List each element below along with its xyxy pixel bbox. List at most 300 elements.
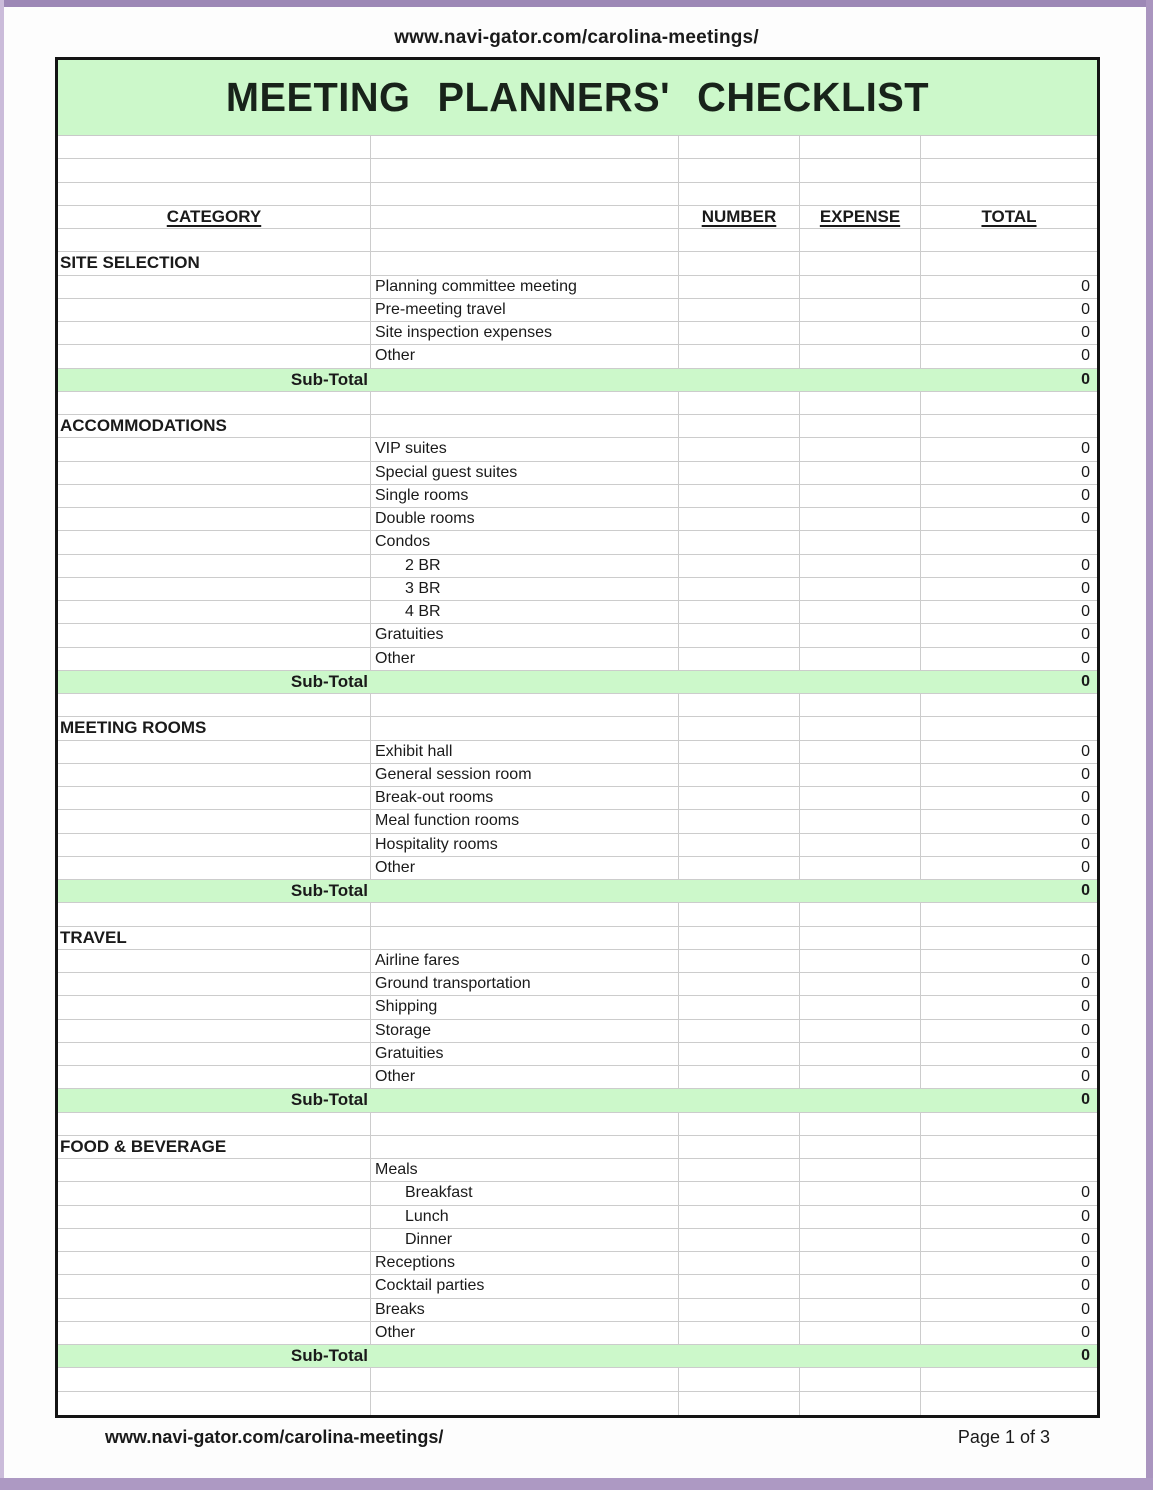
total-cell — [921, 694, 1097, 716]
item-total — [921, 1275, 1097, 1297]
item-total-text: 0 — [1081, 324, 1090, 342]
total-cell — [921, 136, 1097, 158]
number-cell — [679, 741, 800, 763]
item-row — [58, 1299, 1097, 1322]
category-cell — [58, 1020, 371, 1042]
category-cell — [58, 508, 371, 530]
total-cell — [921, 717, 1097, 739]
column-header-total-text: TOTAL — [981, 206, 1037, 226]
item-row — [58, 973, 1097, 996]
item-label-text: Shipping — [375, 998, 438, 1016]
category-cell — [58, 229, 371, 251]
number-cell — [679, 671, 800, 693]
section-name — [58, 1136, 371, 1158]
item-cell — [371, 415, 679, 437]
item-total-text: 0 — [1081, 300, 1090, 318]
page-title: MEETING PLANNERS' CHECKLIST — [225, 74, 930, 120]
item-total-text: 0 — [1081, 277, 1090, 295]
total-cell — [921, 1113, 1097, 1135]
item-row — [58, 1322, 1097, 1345]
item-total — [921, 810, 1097, 832]
category-cell — [58, 438, 371, 460]
column-header-row — [58, 206, 1097, 229]
item-label — [371, 973, 679, 995]
item-total — [921, 973, 1097, 995]
item-label — [371, 1229, 679, 1251]
subtotal-value-text: 0 — [1081, 1091, 1090, 1109]
item-total-text: 0 — [1081, 835, 1090, 853]
item-label — [371, 834, 679, 856]
item-label — [371, 1182, 679, 1204]
expense-cell — [800, 1182, 921, 1204]
item-total — [921, 787, 1097, 809]
item-label-text: Gratuities — [375, 1044, 444, 1062]
item-label — [371, 787, 679, 809]
number-cell — [679, 415, 800, 437]
spacer-row — [58, 903, 1097, 926]
number-cell — [679, 973, 800, 995]
item-cell — [371, 369, 679, 391]
section-name-text: SITE SELECTION — [60, 253, 200, 273]
item-total — [921, 485, 1097, 507]
item-total — [921, 996, 1097, 1018]
item-label-text: Special guest suites — [375, 463, 518, 481]
spacer-row — [58, 136, 1097, 159]
item-row — [58, 578, 1097, 601]
item-total — [921, 741, 1097, 763]
item-total-text: 0 — [1081, 440, 1090, 458]
expense-cell — [800, 1159, 921, 1181]
item-cell — [371, 671, 679, 693]
category-cell — [58, 694, 371, 716]
total-cell — [921, 159, 1097, 181]
subtotal-row — [58, 369, 1097, 392]
number-cell — [679, 764, 800, 786]
expense-cell — [800, 1136, 921, 1158]
item-label-text: Lunch — [405, 1207, 449, 1225]
expense-cell — [800, 741, 921, 763]
item-row — [58, 624, 1097, 647]
spacer-row — [58, 159, 1097, 182]
number-cell — [679, 1229, 800, 1251]
item-row — [58, 555, 1097, 578]
item-row — [58, 1252, 1097, 1275]
page-footer — [0, 1427, 1153, 1451]
category-cell — [58, 159, 371, 181]
subtotal-value-text: 0 — [1081, 882, 1090, 900]
item-label-text: Single rooms — [375, 486, 469, 504]
item-total-text: 0 — [1081, 1323, 1090, 1341]
item-row — [58, 276, 1097, 299]
spacer-row — [58, 392, 1097, 415]
category-cell — [58, 1392, 371, 1415]
item-label — [371, 950, 679, 972]
number-cell — [679, 345, 800, 367]
expense-cell — [800, 810, 921, 832]
item-label-text: Other — [375, 1323, 416, 1341]
item-label — [371, 1252, 679, 1274]
item-label — [371, 1043, 679, 1065]
spacer-row — [58, 1368, 1097, 1391]
number-cell — [679, 1159, 800, 1181]
page-border-left — [0, 0, 4, 1490]
number-cell — [679, 1392, 800, 1415]
item-total-text: 0 — [1081, 649, 1090, 667]
category-cell — [58, 1229, 371, 1251]
item-row — [58, 1020, 1097, 1043]
item-total-text: 0 — [1081, 556, 1090, 574]
section-row — [58, 927, 1097, 950]
item-row — [58, 1043, 1097, 1066]
subtotal-row — [58, 1345, 1097, 1368]
item-label-text: 4 BR — [405, 603, 441, 621]
section-row — [58, 415, 1097, 438]
category-cell — [58, 1182, 371, 1204]
item-label — [371, 322, 679, 344]
expense-cell — [800, 322, 921, 344]
item-total-text: 0 — [1081, 975, 1090, 993]
category-cell — [58, 485, 371, 507]
item-row — [58, 1275, 1097, 1298]
page-indicator: Page 1 of 3 — [957, 1427, 1050, 1447]
item-label — [371, 276, 679, 298]
number-cell — [679, 1136, 800, 1158]
item-total-text: 0 — [1081, 1044, 1090, 1062]
item-label — [371, 764, 679, 786]
item-label — [371, 1206, 679, 1228]
item-label-text: VIP suites — [375, 440, 447, 458]
item-total-text: 0 — [1081, 463, 1090, 481]
item-label-text: Other — [375, 347, 416, 365]
item-label — [371, 648, 679, 670]
item-row — [58, 1229, 1097, 1252]
number-cell — [679, 1206, 800, 1228]
section-name-text: ACCOMMODATIONS — [60, 416, 227, 436]
item-total-text: 0 — [1081, 626, 1090, 644]
item-total — [921, 834, 1097, 856]
section-name — [58, 717, 371, 739]
item-total-text: 0 — [1081, 951, 1090, 969]
item-label-text: 3 BR — [405, 579, 441, 597]
item-row — [58, 950, 1097, 973]
item-total — [921, 1043, 1097, 1065]
item-row — [58, 601, 1097, 624]
total-cell — [921, 1136, 1097, 1158]
item-total — [921, 299, 1097, 321]
expense-cell — [800, 1392, 921, 1415]
item-total-text: 0 — [1081, 858, 1090, 876]
total-cell — [921, 1368, 1097, 1390]
item-cell — [371, 1113, 679, 1135]
item-total — [921, 276, 1097, 298]
item-total — [921, 555, 1097, 577]
item-label-text: Double rooms — [375, 510, 475, 528]
subtotal-label-text: Sub-Total — [290, 1346, 368, 1366]
expense-cell — [800, 624, 921, 646]
expense-cell — [800, 252, 921, 274]
subtotal-value — [921, 671, 1097, 693]
item-total-text: 0 — [1081, 1277, 1090, 1295]
page-border-bottom — [0, 1478, 1153, 1490]
footer-url: www.navi-gator.com/carolina-meetings/ — [105, 1427, 444, 1447]
item-label-text: Exhibit hall — [375, 742, 453, 760]
expense-cell — [800, 996, 921, 1018]
total-cell — [921, 1392, 1097, 1415]
item-label — [371, 531, 679, 553]
expense-cell — [800, 1020, 921, 1042]
subtotal-label — [58, 1345, 371, 1367]
number-cell — [679, 578, 800, 600]
number-cell — [679, 624, 800, 646]
header-url: www.navi-gator.com/carolina-meetings/ — [394, 27, 759, 48]
item-label — [371, 1275, 679, 1297]
page-border-right — [1146, 0, 1153, 1490]
item-total — [921, 1020, 1097, 1042]
number-cell — [679, 392, 800, 414]
number-cell — [679, 485, 800, 507]
item-total — [921, 624, 1097, 646]
number-cell — [679, 299, 800, 321]
number-cell — [679, 1275, 800, 1297]
item-label-text: Dinner — [405, 1230, 453, 1248]
category-cell — [58, 1252, 371, 1274]
expense-cell — [800, 1252, 921, 1274]
number-cell — [679, 555, 800, 577]
subtotal-row — [58, 1089, 1097, 1112]
spacer-row — [58, 183, 1097, 206]
expense-cell — [800, 857, 921, 879]
expense-cell — [800, 601, 921, 623]
expense-cell — [800, 531, 921, 553]
item-total-text: 0 — [1081, 347, 1090, 365]
expense-cell — [800, 299, 921, 321]
category-cell — [58, 601, 371, 623]
subtotal-value — [921, 1089, 1097, 1111]
subtotal-value — [921, 369, 1097, 391]
number-cell — [679, 1113, 800, 1135]
item-row — [58, 648, 1097, 671]
expense-cell — [800, 717, 921, 739]
expense-cell — [800, 694, 921, 716]
item-row — [58, 741, 1097, 764]
item-label-text: General session room — [375, 765, 532, 783]
number-cell — [679, 810, 800, 832]
item-total — [921, 531, 1097, 553]
number-cell — [679, 1322, 800, 1344]
item-label — [371, 601, 679, 623]
expense-cell — [800, 415, 921, 437]
number-cell — [679, 369, 800, 391]
category-cell — [58, 787, 371, 809]
section-row — [58, 252, 1097, 275]
subtotal-label-text: Sub-Total — [290, 369, 368, 389]
item-row — [58, 462, 1097, 485]
expense-cell — [800, 183, 921, 205]
header-gap-cell — [371, 206, 679, 228]
item-label — [371, 857, 679, 879]
category-cell — [58, 741, 371, 763]
item-cell — [371, 136, 679, 158]
title-bar — [58, 60, 1097, 136]
column-header-category — [58, 206, 371, 228]
item-label-text: Planning committee meeting — [375, 277, 577, 295]
expense-cell — [800, 1368, 921, 1390]
item-total-text: 0 — [1081, 510, 1090, 528]
item-row — [58, 764, 1097, 787]
item-row — [58, 834, 1097, 857]
number-cell — [679, 1020, 800, 1042]
total-cell — [921, 415, 1097, 437]
number-cell — [679, 787, 800, 809]
column-header-number-text: NUMBER — [701, 206, 777, 226]
item-row — [58, 322, 1097, 345]
expense-cell — [800, 973, 921, 995]
column-header-total — [921, 206, 1097, 228]
total-cell — [921, 903, 1097, 925]
expense-cell — [800, 555, 921, 577]
item-label-text: Breaks — [375, 1300, 425, 1318]
item-total — [921, 462, 1097, 484]
number-cell — [679, 159, 800, 181]
expense-cell — [800, 438, 921, 460]
expense-cell — [800, 159, 921, 181]
item-cell — [371, 903, 679, 925]
item-label — [371, 485, 679, 507]
expense-cell — [800, 1345, 921, 1367]
item-total-text: 0 — [1081, 789, 1090, 807]
item-total-text: 0 — [1081, 486, 1090, 504]
item-cell — [371, 1345, 679, 1367]
number-cell — [679, 183, 800, 205]
item-label — [371, 299, 679, 321]
expense-cell — [800, 671, 921, 693]
subtotal-label — [58, 1089, 371, 1111]
item-total — [921, 1066, 1097, 1088]
item-cell — [371, 229, 679, 251]
item-total — [921, 1252, 1097, 1274]
item-total — [921, 508, 1097, 530]
category-cell — [58, 810, 371, 832]
number-cell — [679, 508, 800, 530]
item-row — [58, 810, 1097, 833]
expense-cell — [800, 485, 921, 507]
item-total-text: 0 — [1081, 579, 1090, 597]
total-cell — [921, 392, 1097, 414]
item-total — [921, 1182, 1097, 1204]
item-total-text: 0 — [1081, 1021, 1090, 1039]
item-total — [921, 1159, 1097, 1181]
item-row — [58, 1159, 1097, 1182]
item-label-text: Hospitality rooms — [375, 835, 498, 853]
expense-cell — [800, 578, 921, 600]
expense-cell — [800, 880, 921, 902]
number-cell — [679, 1345, 800, 1367]
expense-cell — [800, 1066, 921, 1088]
item-total-text: 0 — [1081, 603, 1090, 621]
item-label-text: Cocktail parties — [375, 1277, 485, 1295]
item-total-text: 0 — [1081, 1068, 1090, 1086]
category-cell — [58, 903, 371, 925]
number-cell — [679, 438, 800, 460]
expense-cell — [800, 1322, 921, 1344]
item-label — [371, 1299, 679, 1321]
section-name-text: TRAVEL — [60, 927, 127, 947]
category-cell — [58, 1159, 371, 1181]
table-rows — [58, 136, 1097, 1415]
item-cell — [371, 252, 679, 274]
item-cell — [371, 1089, 679, 1111]
category-cell — [58, 950, 371, 972]
item-label-text: Airline fares — [375, 951, 460, 969]
expense-cell — [800, 1089, 921, 1111]
number-cell — [679, 136, 800, 158]
total-cell — [921, 229, 1097, 251]
category-cell — [58, 764, 371, 786]
expense-cell — [800, 764, 921, 786]
item-row — [58, 1066, 1097, 1089]
spacer-row — [58, 1392, 1097, 1415]
number-cell — [679, 927, 800, 949]
subtotal-value — [921, 880, 1097, 902]
item-total-text: 0 — [1081, 1184, 1090, 1202]
number-cell — [679, 322, 800, 344]
number-cell — [679, 601, 800, 623]
total-cell — [921, 183, 1097, 205]
column-header-category-text: CATEGORY — [166, 206, 262, 226]
number-cell — [679, 252, 800, 274]
item-label — [371, 1066, 679, 1088]
item-row — [58, 438, 1097, 461]
item-row — [58, 508, 1097, 531]
category-cell — [58, 345, 371, 367]
item-cell — [371, 717, 679, 739]
item-label — [371, 508, 679, 530]
item-cell — [371, 183, 679, 205]
column-header-expense-text: EXPENSE — [819, 206, 901, 226]
section-name-text: FOOD & BEVERAGE — [60, 1136, 227, 1156]
spacer-row — [58, 694, 1097, 717]
number-cell — [679, 1089, 800, 1111]
item-label-text: Site inspection expenses — [375, 324, 552, 342]
category-cell — [58, 1043, 371, 1065]
spacer-row — [58, 1113, 1097, 1136]
item-label — [371, 996, 679, 1018]
item-total — [921, 1206, 1097, 1228]
item-total — [921, 438, 1097, 460]
item-cell — [371, 694, 679, 716]
category-cell — [58, 299, 371, 321]
category-cell — [58, 834, 371, 856]
expense-cell — [800, 392, 921, 414]
expense-cell — [800, 1206, 921, 1228]
expense-cell — [800, 787, 921, 809]
expense-cell — [800, 508, 921, 530]
number-cell — [679, 276, 800, 298]
item-label-text: Receptions — [375, 1254, 456, 1272]
item-row — [58, 345, 1097, 368]
item-row — [58, 531, 1097, 554]
category-cell — [58, 183, 371, 205]
item-total — [921, 601, 1097, 623]
item-total — [921, 1229, 1097, 1251]
expense-cell — [800, 1275, 921, 1297]
category-cell — [58, 392, 371, 414]
item-total-text: 0 — [1081, 812, 1090, 830]
item-row — [58, 996, 1097, 1019]
item-row — [58, 1206, 1097, 1229]
item-label — [371, 1020, 679, 1042]
category-cell — [58, 276, 371, 298]
